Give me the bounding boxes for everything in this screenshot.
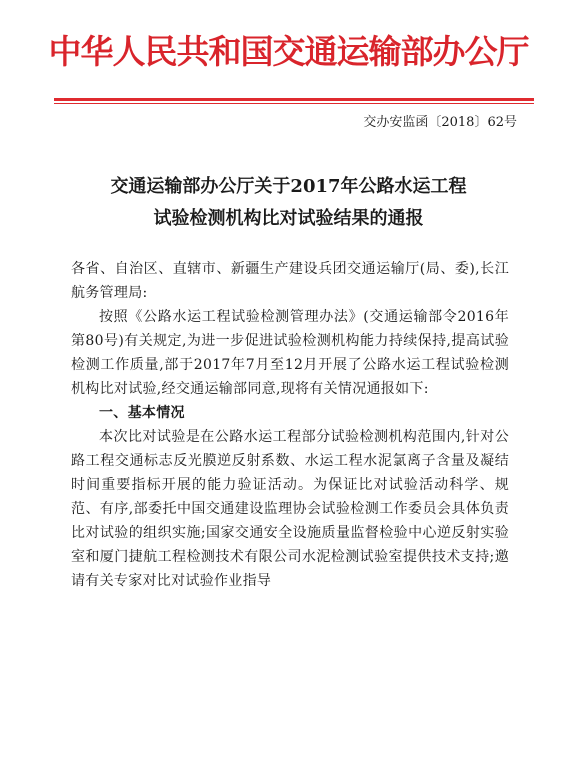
document-number: 交办安监函〔2018〕62号: [363, 115, 517, 130]
addressee: 各省、自治区、直辖市、新疆生产建设兵团交通运输厅(局、委),长江航务管理局:: [71, 261, 509, 301]
letterhead-rule-thin: [54, 103, 534, 104]
letterhead-rule-thick: [54, 98, 534, 101]
document-body: [71, 257, 509, 593]
document-title-line-1: 交通运输部办公厅关于2017年公路水运工程: [110, 176, 467, 197]
document-title-line-2: 试验检测机构比对试验结果的通报: [153, 208, 424, 229]
document-title: [40, 171, 537, 235]
letterhead-title: 中华人民共和国交通运输部办公厅: [48, 32, 529, 71]
section-heading-basic-situation: 一、基本情况: [99, 405, 185, 421]
intro-paragraph: 按照《公路水运工程试验检测管理办法》(交通运输部令2016年第80号)有关规定,为进一步促进试验检测机构能力持续保持,提高试验检测工作质量,部于2017年7月至12月开展了公路水运工程试验检测机构比对试验,经交通运输部同意,现将有关情况通报如下:: [71, 309, 509, 397]
section-paragraph-basic-situation: 本次比对试验是在公路水运工程部分试验检测机构范围内,针对公路工程交通标志反光膜逆反射系数、水运工程水泥氯离子含量及凝结时间重要指标开展的能力验证活动。为保证比对试验活动科学、规范、有序,部委托中国交通建设监理协会试验检测工作委员会具体负责比对试验的组织实施;国家交通安全设施质量监督检验中心逆反射实验室和厦门捷航工程检测技术有限公司水泥检测试验室提供技术支持;邀请有关专家对比对试验作业指导: [71, 429, 509, 589]
